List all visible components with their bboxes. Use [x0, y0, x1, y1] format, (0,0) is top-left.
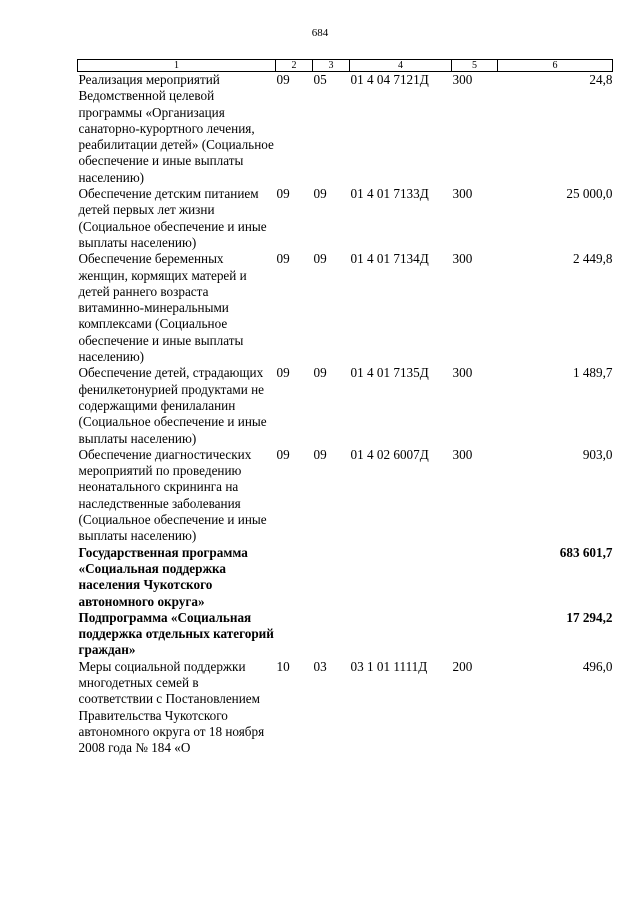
- row-expense-type: 300: [452, 186, 473, 202]
- row-section: 09: [276, 251, 290, 267]
- row-amount: 903,0: [582, 446, 613, 462]
- row-amount: 683 601,7: [559, 544, 613, 560]
- row-subsection: 03: [313, 658, 327, 674]
- row-target-code: 01 4 04 7121Д: [350, 72, 429, 87]
- header-col-3: 3: [313, 60, 350, 72]
- row-section: 09: [276, 186, 290, 202]
- row-expense-type: 300: [452, 446, 473, 462]
- row-expense-type: 300: [452, 251, 473, 267]
- row-subsection: 09: [313, 446, 327, 462]
- page-number: 684: [311, 27, 329, 39]
- row-subsection: 05: [313, 72, 327, 87]
- table-body: [78, 72, 613, 757]
- row-name: Государственная программа «Социальная поддержка населения Чукотского автономного округа»: [78, 544, 248, 609]
- row-section: 09: [276, 446, 290, 462]
- row-subsection: [313, 610, 350, 659]
- table-row: [78, 659, 613, 757]
- row-expense-type: 300: [452, 365, 473, 381]
- header-col-2: 2: [276, 60, 313, 72]
- row-target-code: 01 4 02 6007Д: [350, 446, 429, 462]
- table-row-program: [78, 545, 613, 610]
- row-name: Обеспечение детским питанием детей первых лет жизни (Социальное обеспечение и иные выплаты населению): [78, 186, 267, 250]
- row-amount: 2 449,8: [572, 251, 613, 267]
- row-name: Меры социальной поддержки многодетных семей в соответствии с Постановлением Правительства Чукотского автономного округа от 18 ноября 2008 года № 184 «О: [78, 658, 265, 756]
- header-col-6: 6: [498, 60, 613, 72]
- table-header-row: [78, 60, 613, 72]
- header-col-4: 4: [350, 60, 452, 72]
- row-name: Обеспечение беременных женщин, кормящих матерей и детей раннего возраста витаминно-минеральными комплексами (Социальное обеспечение и иные выплаты населению): [78, 251, 247, 365]
- row-name: Обеспечение детей, страдающих фенилкетонурией продуктами не содержащими фенилаланин (Социальное обеспечение и иные выплаты населению): [78, 365, 267, 446]
- row-expense-type: 300: [452, 72, 473, 87]
- row-section: 10: [276, 658, 290, 674]
- row-target-code: [350, 545, 452, 610]
- header-col-1: 1: [78, 60, 276, 72]
- row-amount: 25 000,0: [566, 186, 613, 202]
- table-row: [78, 447, 613, 545]
- table-row: [78, 72, 613, 187]
- row-target-code: [350, 610, 452, 659]
- row-target-code: 01 4 01 7133Д: [350, 186, 429, 202]
- row-target-code: 01 4 01 7134Д: [350, 251, 429, 267]
- row-name: Реализация мероприятий Ведомственной целевой программы «Организация санаторно-курортного лечения, реабилитации детей» (Социальное обеспечение и иные выплаты населению): [78, 72, 274, 185]
- table-row-subprogram: [78, 610, 613, 659]
- row-expense-type: [452, 610, 498, 659]
- row-section: [276, 610, 313, 659]
- row-section: [276, 545, 313, 610]
- row-subsection: 09: [313, 186, 327, 202]
- row-section: 09: [276, 72, 290, 87]
- row-amount: 24,8: [589, 72, 613, 87]
- row-amount: 496,0: [582, 658, 613, 674]
- row-section: 09: [276, 365, 290, 381]
- table-row: [78, 365, 613, 446]
- row-subsection: 09: [313, 365, 327, 381]
- row-subsection: 09: [313, 251, 327, 267]
- row-target-code: 03 1 01 1111Д: [350, 658, 428, 674]
- table-row: [78, 251, 613, 365]
- budget-table: [77, 59, 613, 756]
- row-amount: 17 294,2: [566, 609, 613, 625]
- header-col-5: 5: [452, 60, 498, 72]
- row-name: Обеспечение диагностических мероприятий по проведению неонатального скрининга на наследственные заболевания (Социальное обеспечение и иные выплаты населению): [78, 446, 267, 544]
- row-subsection: [313, 545, 350, 610]
- row-expense-type: [452, 545, 498, 610]
- table-row: [78, 186, 613, 251]
- row-name: Подпрограмма «Социальная поддержка отдельных категорий граждан»: [78, 609, 274, 658]
- row-target-code: 01 4 01 7135Д: [350, 365, 429, 381]
- row-amount: 1 489,7: [572, 365, 613, 381]
- row-expense-type: 200: [452, 658, 473, 674]
